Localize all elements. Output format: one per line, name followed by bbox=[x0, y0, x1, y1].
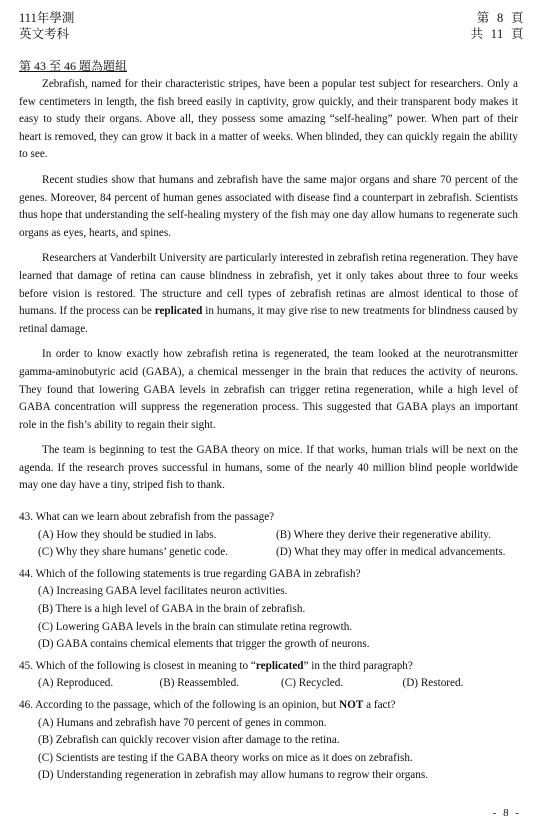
question-stem bbox=[19, 697, 524, 715]
option-a: (A) How they should be studied in labs. bbox=[38, 528, 217, 541]
question-stem: 44. Which of the following statements is true regarding GABA in zebrafish? bbox=[19, 567, 361, 580]
option-b: (B) Where they derive their regenerative ability. bbox=[276, 528, 491, 541]
reading-passage bbox=[19, 76, 518, 503]
question-stem bbox=[19, 658, 524, 676]
paragraph-3 bbox=[19, 250, 518, 338]
question-44 bbox=[19, 566, 524, 654]
option-b: (B) Zebrafish can quickly recover vision after damage to the retina. bbox=[38, 734, 340, 747]
option-c: (C) Lowering GABA levels in the brain can stimulate retina regrowth. bbox=[38, 620, 353, 633]
page-indicator: 第 8 頁 bbox=[476, 11, 524, 25]
keyword-replicated: replicated bbox=[154, 305, 203, 318]
stem-keyword: replicated bbox=[255, 659, 304, 672]
option-d: (D) Restored. bbox=[402, 677, 464, 690]
question-list bbox=[19, 509, 524, 789]
option-d: (D) GABA contains chemical elements that trigger the growth of neurons. bbox=[38, 638, 370, 651]
option-d: (D) Understanding regeneration in zebrafish may allow humans to regrow their organs. bbox=[38, 769, 428, 782]
option-c: (C) Scientists are testing if the GABA theory works on mice as it does on zebrafish. bbox=[38, 751, 413, 764]
subject-name: 英文考科 bbox=[19, 27, 70, 41]
option-c: (C) Recycled. bbox=[281, 677, 344, 690]
paragraph-3-part-b: in humans, it may give rise to new treatments for blindness caused by retinal damage. bbox=[19, 305, 518, 335]
stem-text: 46. According to the passage, which of the following is an opinion, but bbox=[19, 698, 340, 711]
paragraph-4: In order to know exactly how zebrafish retina is regenerated, the team looked at the neurotransmitter gamma-aminobutyric acid (GABA), a chemical messenger in the brain that reduces the activity of neurons. They found that lowering GABA levels in zebrafish can trigger retina regeneration, while a high level of GABA concentration will suppress the regeneration process. This suggested that GABA plays an important role in the fish’s ability to regain their sight. bbox=[19, 348, 518, 431]
stem-text: ” in the third paragraph? bbox=[303, 659, 413, 672]
paragraph-3-part-a: Researchers at Vanderbilt University are particularly interested in zebrafish retina regeneration. They have learned that damage of retina can cause blindness in zebrafish, yet it only takes about three to four weeks before vision is restored. The structure and cell types of zebrafish retinas are almost identical to those of humans. If the process can be bbox=[19, 252, 518, 318]
question-46 bbox=[19, 697, 524, 785]
exam-name: 111年學測 bbox=[19, 11, 75, 25]
paragraph-5: The team is beginning to test the GABA theory on mice. If that works, human trials will be next on the agenda. If the research proves successful in humans, some of the nearly 40 million blind people worldwide may one day have a tiny, striped fish to thank. bbox=[19, 444, 518, 492]
header-right bbox=[470, 10, 524, 42]
question-43 bbox=[19, 509, 524, 562]
option-b: (B) Reassembled. bbox=[159, 677, 240, 690]
header-left bbox=[19, 10, 74, 42]
page-number: - 8 - bbox=[492, 807, 521, 819]
question-stem: 43. What can we learn about zebrafish from the passage? bbox=[19, 511, 275, 523]
section-title: 第 43 至 46 題為題組 bbox=[19, 59, 128, 73]
stem-keyword: NOT bbox=[339, 698, 364, 711]
total-pages: 共 11 頁 bbox=[470, 27, 524, 41]
option-d: (D) What they may offer in medical advancements. bbox=[276, 546, 506, 559]
paragraph-2: Recent studies show that humans and zebrafish have the same major organs and share 70 percent of the genes. Moreover, 84 percent of human genes associated with disease find a counterpart in zebrafish. Scientists thus hope that understanding the self-healing mystery of the fish may one day allow humans to regenerate such organs as eyes, hearts, and spines. bbox=[19, 173, 518, 239]
option-c: (C) Why they share humans’ genetic code. bbox=[38, 546, 229, 559]
stem-text: 45. Which of the following is closest in meaning to “ bbox=[19, 659, 256, 672]
option-a: (A) Increasing GABA level facilitates neuron activities. bbox=[38, 585, 288, 598]
paragraph-1: Zebrafish, named for their characteristic stripes, have been a popular test subject for researchers. Only a few centimeters in length, the fish breed easily in captivity, grow quickly, and their transparent body makes it easy to study their organs. Above all, they possess some amazing “self-healing” power. When part of their heart is removed, they can grow it back in a matter of weeks. When blinded, they can quickly regain the ability to see. bbox=[19, 78, 518, 161]
option-a: (A) Humans and zebrafish have 70 percent of genes in common. bbox=[38, 716, 327, 729]
option-b: (B) There is a high level of GABA in the brain of zebrafish. bbox=[38, 602, 306, 615]
option-a: (A) Reproduced. bbox=[38, 677, 114, 690]
question-45 bbox=[19, 658, 524, 693]
stem-text: a fact? bbox=[363, 698, 396, 711]
